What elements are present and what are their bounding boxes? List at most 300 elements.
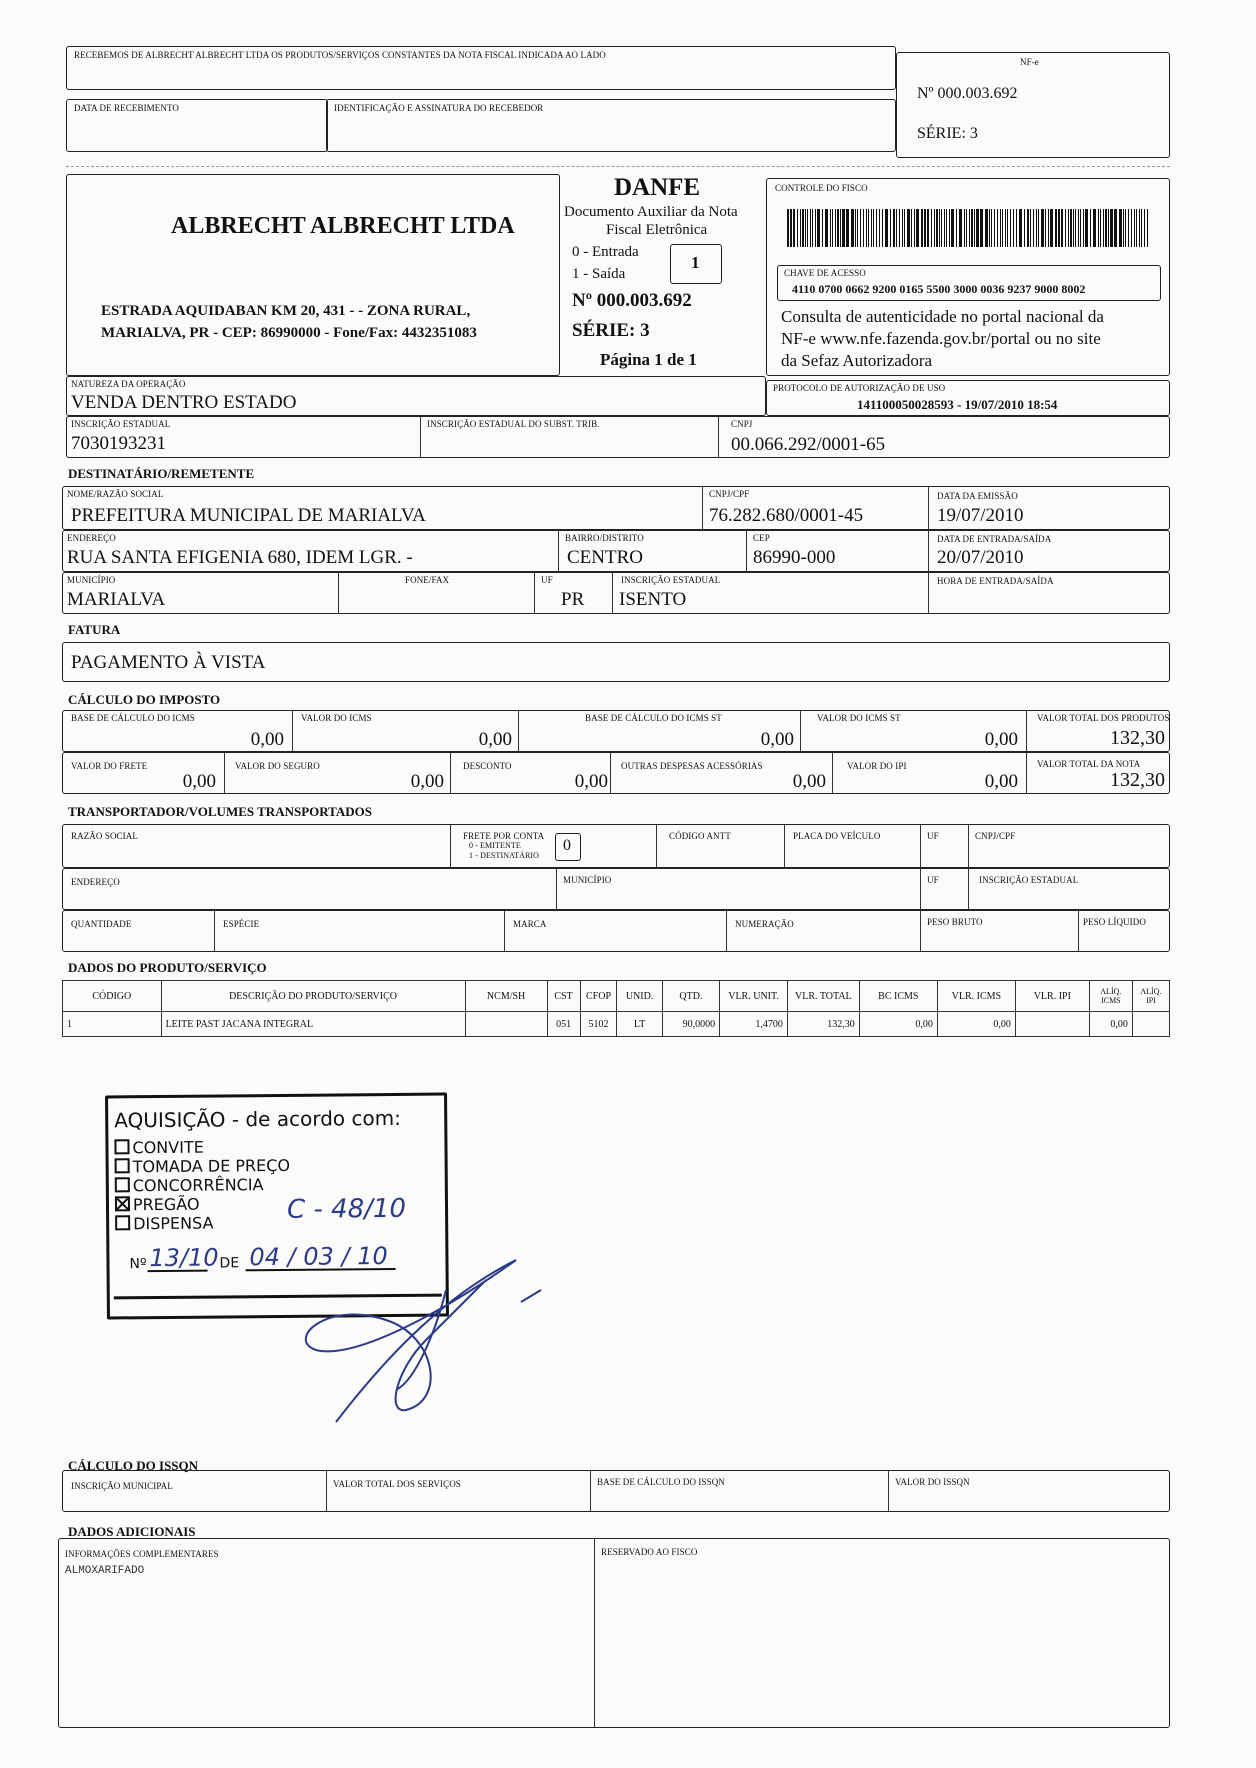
imposto-desconto-value: 0,00 xyxy=(574,771,608,792)
dest-bairro-label: BAIRRO/DISTRITO xyxy=(565,533,644,543)
destinatario-section: DESTINATÁRIO/REMETENTE xyxy=(68,466,255,481)
barcode-bar xyxy=(976,209,979,247)
transp-row3 xyxy=(62,910,1170,952)
td-qtd: 90,0000 xyxy=(662,1012,720,1037)
natureza-value: VENDA DENTRO ESTADO xyxy=(71,392,297,413)
stamp-option-label: TOMADA DE PREÇO xyxy=(132,1155,291,1177)
barcode-bar xyxy=(1005,209,1006,247)
dest-saida-label: DATA DE ENTRADA/SAÍDA xyxy=(937,534,1052,544)
danfe-saida: 1 - Saída xyxy=(572,266,626,282)
imposto-base-icms-label: BASE DE CÁLCULO DO ICMS xyxy=(71,713,195,723)
barcode-bar xyxy=(1085,209,1088,247)
th-bc-icms: BC ICMS xyxy=(859,981,937,1012)
barcode-bar xyxy=(1119,209,1122,247)
barcode-bar xyxy=(1050,209,1053,247)
barcode-bar xyxy=(830,209,831,247)
danfe-entrada: 0 - Entrada xyxy=(572,244,639,260)
barcode-bar xyxy=(949,209,950,247)
barcode-bar xyxy=(971,209,973,247)
cut-line xyxy=(66,166,1170,167)
td-aliq-icms: 0,00 xyxy=(1089,1012,1132,1037)
barcode-bar xyxy=(790,209,792,247)
imposto-base-icms-cell xyxy=(63,711,293,751)
barcode-bar xyxy=(822,209,823,247)
barcode-bar xyxy=(991,209,992,247)
stamp-de-label: DE xyxy=(219,1255,240,1272)
consulta-line-1: Consulta de autenticidade no portal nacional da xyxy=(781,307,1104,326)
info-complementares-value: ALMOXARIFADO xyxy=(65,1565,145,1577)
ie-value: 7030193231 xyxy=(71,433,166,454)
transp-peso-bruto-cell xyxy=(921,911,1079,951)
barcode-bar xyxy=(1134,209,1135,247)
canhoto-numero: Nº 000.003.692 xyxy=(917,85,1018,102)
ie-st-cell xyxy=(421,417,719,457)
barcode-bar xyxy=(1065,209,1066,247)
dest-cnpj: 76.282.680/0001-45 xyxy=(709,505,864,526)
checkbox-icon xyxy=(115,1177,130,1192)
transp-uf-cell xyxy=(921,825,969,867)
barcode-bar xyxy=(1058,209,1060,247)
dest-bairro: CENTRO xyxy=(567,547,643,568)
th-cfop: CFOP xyxy=(580,981,617,1012)
stamp-numero-underline xyxy=(148,1270,208,1273)
barcode-bar xyxy=(1090,209,1091,247)
imposto-frete-value: 0,00 xyxy=(182,771,216,792)
barcode-bar xyxy=(951,209,954,247)
barcode-bar xyxy=(851,209,854,247)
dest-cep-cell xyxy=(747,531,929,571)
protocolo-label: PROTOCOLO DE AUTORIZAÇÃO DE USO xyxy=(773,383,946,393)
barcode-bar xyxy=(1100,209,1101,247)
barcode-bar xyxy=(1002,209,1003,247)
transp-placa-label: PLACA DO VEÍCULO xyxy=(793,831,881,841)
checkbox-icon xyxy=(115,1158,130,1173)
th-descricao: DESCRIÇÃO DO PRODUTO/SERVIÇO xyxy=(161,981,465,1012)
barcode-bar xyxy=(966,209,967,247)
issqn-base-label: BASE DE CÁLCULO DO ISSQN xyxy=(597,1477,725,1487)
imposto-base-st-value: 0,00 xyxy=(760,729,794,750)
stamp-option-label: PREGÃO xyxy=(132,1194,200,1215)
stamp-option-label: CONCORRÊNCIA xyxy=(132,1175,264,1196)
th-aliq-ipi: ALÍQ. IPI xyxy=(1132,981,1169,1012)
stamp-option xyxy=(115,1156,291,1177)
info-complementares-cell xyxy=(59,1539,595,1727)
imposto-total-produtos-cell xyxy=(1027,711,1171,751)
canhoto-ident-label: IDENTIFICAÇÃO E ASSINATURA DO RECEBEDOR xyxy=(334,103,544,113)
imposto-ipi-cell xyxy=(833,753,1027,793)
barcode-bar xyxy=(1131,209,1132,247)
canhoto-data-label: DATA DE RECEBIMENTO xyxy=(74,103,180,113)
imposto-seguro-value: 0,00 xyxy=(410,771,444,792)
emitente-address-1: ESTRADA AQUIDABAN KM 20, 431 - - ZONA RURAL, xyxy=(101,303,471,319)
barcode-bar xyxy=(1080,209,1081,247)
consulta-line-3: da Sefaz Autorizadora xyxy=(781,351,933,370)
issqn-valor-cell xyxy=(889,1471,1171,1511)
barcode-bar xyxy=(1108,209,1109,247)
dest-fone-label: FONE/FAX xyxy=(405,575,450,585)
th-ncm: NCM/SH xyxy=(465,981,547,1012)
barcode-bar xyxy=(997,209,998,247)
transp-especie-cell xyxy=(215,911,505,951)
fatura-section: FATURA xyxy=(68,622,121,637)
danfe-numero: Nº 000.003.692 xyxy=(572,290,692,311)
barcode-bar xyxy=(863,209,864,247)
dest-municipio-label: MUNICÍPIO xyxy=(67,575,116,585)
td-cst: 051 xyxy=(547,1012,580,1037)
imposto-row1 xyxy=(62,710,1170,752)
imposto-ipi-value: 0,00 xyxy=(984,771,1018,792)
reservado-fisco-cell xyxy=(595,1539,1171,1727)
th-aliq-icms: ALÍQ. ICMS xyxy=(1089,981,1132,1012)
barcode-bar xyxy=(1016,209,1017,247)
dest-emissao-cell xyxy=(929,487,1171,529)
ie-cell xyxy=(67,417,421,457)
barcode-bar xyxy=(921,209,923,247)
td-vlr-unit: 1,4700 xyxy=(720,1012,788,1037)
imposto-outras-label: OUTRAS DESPESAS ACESSÓRIAS xyxy=(621,761,763,771)
stamp-data: 04 / 03 / 10 xyxy=(249,1242,388,1272)
dest-cep-label: CEP xyxy=(753,533,770,543)
th-vlr-icms: VLR. ICMS xyxy=(937,981,1015,1012)
signature-icon xyxy=(296,1240,556,1430)
danfe-subtitle-1: Documento Auxiliar da Nota xyxy=(564,204,738,220)
barcode-bar xyxy=(868,209,869,247)
transp-frete-label-3: 1 - DESTINATÁRIO xyxy=(469,851,540,860)
barcode-bar xyxy=(805,209,806,247)
imposto-valor-icms-value: 0,00 xyxy=(478,729,512,750)
barcode-bar xyxy=(1007,209,1008,247)
transp-row1 xyxy=(62,824,1170,868)
barcode-bar xyxy=(1070,209,1072,247)
transp-row2 xyxy=(62,868,1170,910)
adicionais-box xyxy=(58,1538,1170,1728)
barcode-bar xyxy=(866,209,867,247)
barcode-bar xyxy=(902,209,903,247)
barcode-bar xyxy=(956,209,957,247)
dest-emissao: 19/07/2010 xyxy=(937,505,1024,526)
canhoto-nfe-box xyxy=(896,52,1170,158)
barcode-bar xyxy=(793,209,795,247)
barcode-bar xyxy=(914,209,915,247)
canhoto-recebemos: RECEBEMOS DE ALBRECHT ALBRECHT LTDA OS PRODUTOS/SERVIÇOS CONSTANTES DA NOTA FISCAL INDICADA AO LADO xyxy=(74,50,606,60)
barcode-bar xyxy=(1144,209,1145,247)
stamp-option xyxy=(115,1194,291,1215)
barcode-bar xyxy=(1061,209,1063,247)
dest-hora-label: HORA DE ENTRADA/SAÍDA xyxy=(937,576,1054,586)
imposto-total-nota-label: VALOR TOTAL DA NOTA xyxy=(1037,759,1141,769)
dest-nome: PREFEITURA MUNICIPAL DE MARIALVA xyxy=(71,505,426,526)
transp-cnpj-cell xyxy=(969,825,1171,867)
issqn-servicos-label: VALOR TOTAL DOS SERVIÇOS xyxy=(333,1479,461,1489)
dest-ie-label: INSCRIÇÃO ESTADUAL xyxy=(621,575,721,585)
barcode-bar xyxy=(1128,209,1129,247)
barcode-bar xyxy=(876,209,877,247)
imposto-seguro-label: VALOR DO SEGURO xyxy=(235,761,320,771)
protocolo-value: 141100050028593 - 19/07/2010 18:54 xyxy=(857,397,1058,412)
barcode-bar xyxy=(959,209,962,247)
transp-antt-cell xyxy=(657,825,785,867)
imposto-frete-label: VALOR DO FRETE xyxy=(71,761,148,771)
td-codigo: 1 xyxy=(63,1012,162,1037)
transp-quantidade-label: QUANTIDADE xyxy=(71,919,132,929)
dest-fone-cell xyxy=(339,573,535,613)
table-row xyxy=(63,1012,1170,1037)
issqn-base-cell xyxy=(591,1471,889,1511)
barcode-bar xyxy=(1033,209,1034,247)
emitente-cnpj-cell xyxy=(719,417,1171,457)
chave-value: 4110 0700 0662 9200 0165 5500 3000 0036 9237 9000 8002 xyxy=(792,282,1086,296)
barcode-bar xyxy=(1093,209,1096,247)
barcode-bar xyxy=(939,209,940,247)
transp-peso-bruto-label: PESO BRUTO xyxy=(927,917,983,927)
barcode-bar xyxy=(1114,209,1117,247)
stamp-options xyxy=(114,1137,290,1234)
transp-razao-cell xyxy=(63,825,451,867)
barcode-bar xyxy=(825,209,828,247)
td-vlr-icms: 0,00 xyxy=(937,1012,1015,1037)
barcode-bar xyxy=(1048,209,1049,247)
imposto-desconto-label: DESCONTO xyxy=(463,761,512,771)
stamp-numero: 13/10 xyxy=(149,1243,219,1273)
destinatario-row3 xyxy=(62,572,1170,614)
th-codigo: CÓDIGO xyxy=(63,981,162,1012)
barcode-bar xyxy=(1139,209,1140,247)
imposto-base-st-cell xyxy=(519,711,801,751)
transp-ie-cell xyxy=(969,869,1171,909)
ie-label: INSCRIÇÃO ESTADUAL xyxy=(71,419,171,429)
dest-saida-cell xyxy=(929,531,1171,571)
barcode-bar xyxy=(974,209,975,247)
barcode-bar xyxy=(832,209,833,247)
barcode-bar xyxy=(1078,209,1079,247)
dest-uf-label: UF xyxy=(541,575,553,585)
barcode-bar xyxy=(800,209,801,247)
barcode-bar xyxy=(1041,209,1044,247)
th-qtd: QTD. xyxy=(662,981,720,1012)
danfe-serie: SÉRIE: 3 xyxy=(572,320,650,341)
barcode-bar xyxy=(807,209,808,247)
barcode-bar xyxy=(1010,209,1011,247)
fatura-box xyxy=(62,642,1170,682)
imposto-outras-cell xyxy=(611,753,833,793)
barcode-bar xyxy=(931,209,932,247)
transp-numeracao-label: NUMERAÇÃO xyxy=(735,919,794,929)
imposto-total-produtos-label: VALOR TOTAL DOS PRODUTOS xyxy=(1037,713,1170,723)
dest-emissao-label: DATA DA EMISSÃO xyxy=(937,491,1018,501)
barcode-bar xyxy=(1147,209,1148,247)
barcode-bar xyxy=(893,209,895,247)
transp-uf2-label: UF xyxy=(927,875,939,885)
destinatario-row2 xyxy=(62,530,1170,572)
consulta-line-2: NF-e www.nfe.fazenda.gov.br/portal ou no site xyxy=(781,329,1101,348)
barcode-bar xyxy=(1013,209,1014,247)
barcode-bar xyxy=(837,209,839,247)
imposto-row2 xyxy=(62,752,1170,794)
dest-endereco-cell xyxy=(63,531,559,571)
barcode-bar xyxy=(815,209,816,247)
imposto-base-st-label: BASE DE CÁLCULO DO ICMS ST xyxy=(585,713,722,723)
transp-frete-value: 0 xyxy=(563,837,571,854)
barcode-bar xyxy=(846,209,849,247)
transp-frete-cell xyxy=(451,825,657,867)
chave-box xyxy=(777,265,1161,301)
barcode-icon xyxy=(787,209,1151,247)
transp-endereco-label: ENDEREÇO xyxy=(71,877,120,887)
transp-frete-label-2: 0 - EMITENTE xyxy=(469,841,521,850)
dest-endereco-label: ENDEREÇO xyxy=(67,533,116,543)
imposto-desconto-cell xyxy=(451,753,611,793)
adicionais-section: DADOS ADICIONAIS xyxy=(68,1524,196,1539)
canhoto-ident-box xyxy=(326,99,896,152)
dest-uf: PR xyxy=(561,589,585,610)
transp-uf-label: UF xyxy=(927,831,939,841)
barcode-bar xyxy=(969,209,970,247)
barcode-bar xyxy=(817,209,820,247)
dest-cnpj-cell xyxy=(703,487,929,529)
transp-peso-liquido-label: PESO LÍQUIDO xyxy=(1083,917,1146,927)
transp-endereco-cell xyxy=(63,869,557,909)
barcode-bar xyxy=(882,209,883,247)
barcode-bar xyxy=(985,209,988,247)
transp-antt-label: CÓDIGO ANTT xyxy=(669,831,731,841)
barcode-bar xyxy=(946,209,947,247)
barcode-bar xyxy=(1123,209,1124,247)
issqn-section: CÁLCULO DO ISSQN xyxy=(68,1458,199,1473)
barcode-bar xyxy=(899,209,900,247)
dest-cnpj-label: CNPJ/CPF xyxy=(709,489,750,499)
barcode-bar xyxy=(896,209,897,247)
stamp-option-label: DISPENSA xyxy=(133,1213,214,1234)
barcode-bar xyxy=(916,209,919,247)
protocolo-box xyxy=(766,380,1170,416)
canhoto-box xyxy=(66,46,896,90)
stamp-option xyxy=(115,1213,291,1234)
imposto-total-produtos-value: 132,30 xyxy=(1110,727,1165,749)
barcode-bar xyxy=(842,209,845,247)
barcode-bar xyxy=(934,209,935,247)
ie-row-box xyxy=(66,416,1170,458)
td-bc-icms: 0,00 xyxy=(859,1012,937,1037)
barcode-bar xyxy=(936,209,938,247)
produtos-table xyxy=(62,980,1170,1037)
transp-numeracao-cell xyxy=(727,911,921,951)
imposto-valor-st-cell xyxy=(801,711,1027,751)
issqn-inscricao-cell xyxy=(63,1471,327,1511)
destinatario-row1 xyxy=(62,486,1170,530)
stamp-numero-prefix: Nº xyxy=(129,1256,147,1273)
transp-razao-label: RAZÃO SOCIAL xyxy=(71,831,138,841)
issqn-valor-label: VALOR DO ISSQN xyxy=(895,1477,970,1487)
natureza-box xyxy=(66,376,766,416)
transp-placa-cell xyxy=(785,825,921,867)
info-complementares-label: INFORMAÇÕES COMPLEMENTARES xyxy=(65,1549,219,1559)
stamp-pregao-ref: C - 48/10 xyxy=(286,1193,407,1225)
produtos-header-row xyxy=(63,981,1170,1012)
danfe-pagina: Página 1 de 1 xyxy=(600,350,697,369)
checked-checkbox-icon xyxy=(115,1196,130,1211)
td-vlr-total: 132,30 xyxy=(787,1012,859,1037)
barcode-bar xyxy=(1036,209,1037,247)
barcode-bar xyxy=(1083,209,1084,247)
natureza-label: NATUREZA DA OPERAÇÃO xyxy=(71,379,186,389)
barcode-bar xyxy=(890,209,891,247)
barcode-bar xyxy=(989,209,990,247)
barcode-bar xyxy=(1125,209,1126,247)
transp-quantidade-cell xyxy=(63,911,215,951)
barcode-bar xyxy=(1024,209,1025,247)
transp-marca-cell xyxy=(505,911,727,951)
th-cst: CST xyxy=(547,981,580,1012)
danfe-subtitle-2: Fiscal Eletrônica xyxy=(606,222,708,238)
canhoto-nfe-label: NF-e xyxy=(1020,57,1039,67)
dest-nome-label: NOME/RAZÃO SOCIAL xyxy=(67,489,164,499)
imposto-total-nota-cell xyxy=(1027,753,1171,793)
barcode-bar xyxy=(810,209,811,247)
emitente-name: ALBRECHT ALBRECHT LTDA xyxy=(171,213,515,239)
barcode-bar xyxy=(1141,209,1142,247)
barcode-bar xyxy=(1075,209,1076,247)
emitente-cnpj-value: 00.066.292/0001-65 xyxy=(731,434,886,455)
dest-bairro-cell xyxy=(559,531,747,571)
danfe-tipo: 1 xyxy=(691,253,700,272)
barcode-bar xyxy=(1038,209,1039,247)
imposto-valor-st-value: 0,00 xyxy=(984,729,1018,750)
barcode-bar xyxy=(873,209,874,247)
imposto-valor-icms-cell xyxy=(293,711,519,751)
dest-cep: 86990-000 xyxy=(753,547,836,568)
danfe-center xyxy=(560,174,764,376)
barcode-bar xyxy=(840,209,841,247)
imposto-seguro-cell xyxy=(225,753,451,793)
imposto-valor-st-label: VALOR DO ICMS ST xyxy=(817,713,901,723)
issqn-inscricao-label: INSCRIÇÃO MUNICIPAL xyxy=(71,1481,173,1491)
stamp-option-label: CONVITE xyxy=(132,1137,204,1158)
td-unid: LT xyxy=(617,1012,662,1037)
dest-municipio: MARIALVA xyxy=(67,589,166,610)
barcode-bar xyxy=(835,209,836,247)
barcode-bar xyxy=(812,209,813,247)
emitente-cnpj-label: CNPJ xyxy=(731,419,753,429)
dest-ie: ISENTO xyxy=(619,589,687,610)
dest-nome-cell xyxy=(63,487,703,529)
transp-uf2-cell xyxy=(921,869,969,909)
transp-marca-label: MARCA xyxy=(513,919,547,929)
danfe-tipo-box xyxy=(670,244,722,284)
barcode-bar xyxy=(879,209,880,247)
td-aliq-ipi xyxy=(1132,1012,1169,1037)
barcode-bar xyxy=(797,209,798,247)
stamp-title: AQUISIÇÃO - de acordo com: xyxy=(114,1105,401,1133)
transp-ie-label: INSCRIÇÃO ESTADUAL xyxy=(979,875,1079,885)
fatura-value: PAGAMENTO À VISTA xyxy=(71,652,266,673)
produtos-section: DADOS DO PRODUTO/SERVIÇO xyxy=(68,960,267,975)
transp-cnpj-label: CNPJ/CPF xyxy=(975,831,1016,841)
imposto-outras-value: 0,00 xyxy=(792,771,826,792)
barcode-bar xyxy=(857,209,858,247)
barcode-bar xyxy=(1103,209,1104,247)
barcode-bar xyxy=(855,209,856,247)
barcode-bar xyxy=(1019,209,1022,247)
barcode-bar xyxy=(1068,209,1069,247)
barcode-bar xyxy=(860,209,861,247)
imposto-frete-cell xyxy=(63,753,225,793)
barcode-bar xyxy=(1030,209,1031,247)
canhoto-serie: SÉRIE: 3 xyxy=(917,125,978,142)
emitente-address-2: MARIALVA, PR - CEP: 86990000 - Fone/Fax: 4432351083 xyxy=(101,325,477,341)
transp-peso-liquido-cell xyxy=(1079,911,1171,951)
th-vlr-unit: VLR. UNIT. xyxy=(720,981,788,1012)
barcode-bar xyxy=(904,209,905,247)
